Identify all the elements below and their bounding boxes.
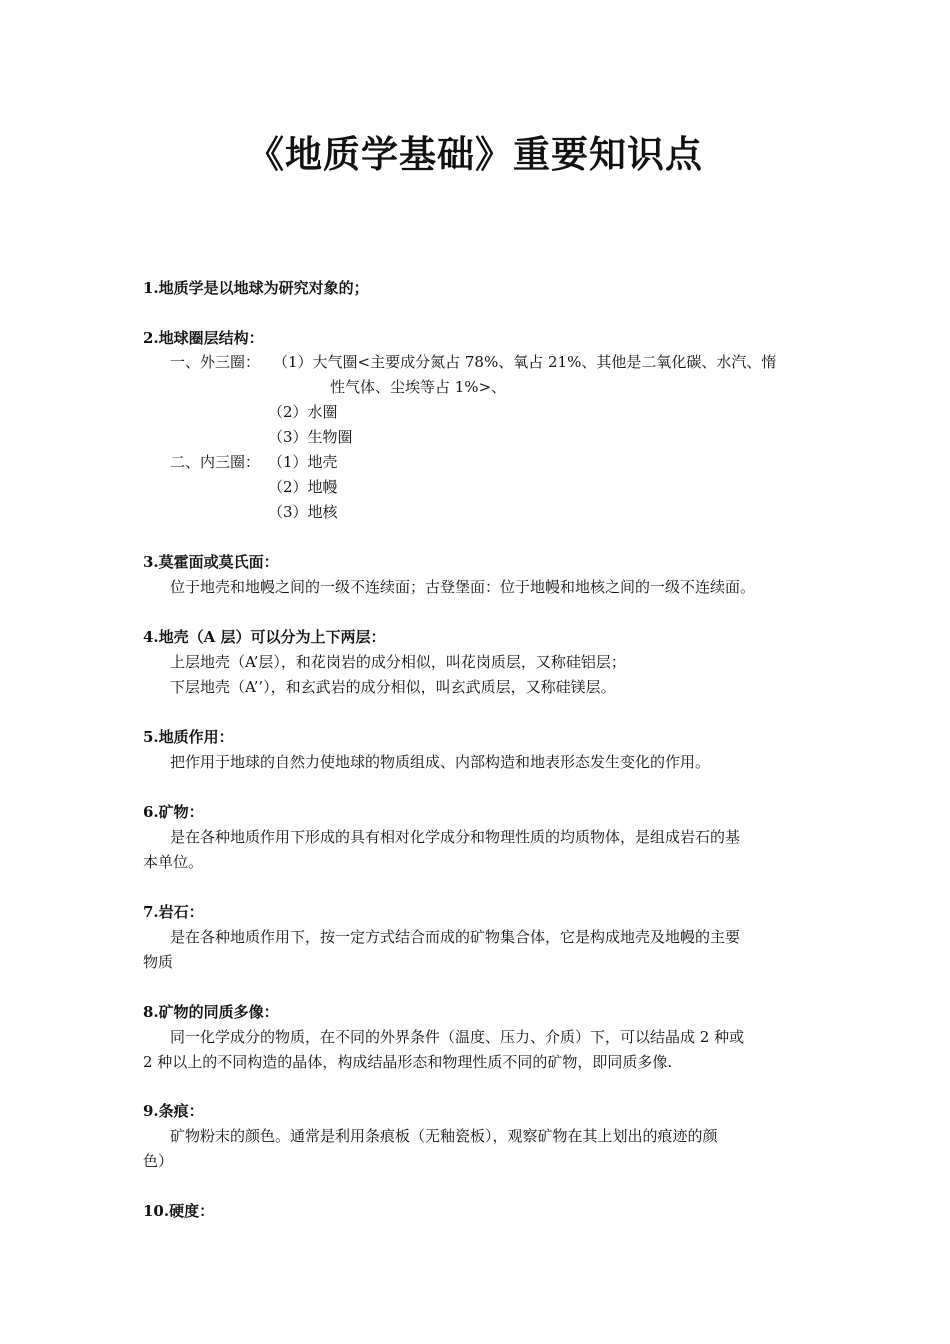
section-10-heading: 10.硬度： xyxy=(143,1202,215,1220)
section-7-line-1: 是在各种地质作用下，按一定方式结合而成的矿物集合体，它是构成地壳及地幔的主要 xyxy=(170,928,741,946)
section-9-line-1: 矿物粉末的颜色。通常是利用条痕板（无釉瓷板），观察矿物在其上划出的痕迹的颜 xyxy=(170,1127,718,1145)
section-4-line-2: 下层地壳（A’’），和玄武岩的成分相似，叫玄武质层，又称硅镁层。 xyxy=(170,678,616,696)
section-1-heading: 1.地质学是以地球为研究对象的； xyxy=(143,279,369,297)
section-8-heading: 8.矿物的同质多像： xyxy=(143,1003,279,1021)
core-item: （3）地核 xyxy=(268,503,338,521)
section-4-heading: 4.地壳（A 层）可以分为上下两层： xyxy=(143,628,386,646)
section-2-heading: 2.地球圈层结构： xyxy=(143,329,264,347)
section-8-line-2: 2 种以上的不同构造的晶体，构成结晶形态和物理性质不同的矿物，即同质多像. xyxy=(143,1053,673,1071)
section-7-line-2: 物质 xyxy=(143,953,174,971)
biosphere-item: （3）生物圈 xyxy=(268,428,353,446)
section-9-heading: 9.条痕： xyxy=(143,1102,204,1120)
hydrosphere-item: （2）水圈 xyxy=(268,403,338,421)
section-6-line-1: 是在各种地质作用下形成的具有相对化学成分和物理性质的均质物体，是组成岩石的基 xyxy=(170,828,741,846)
section-6-line-2: 本单位。 xyxy=(143,853,204,871)
section-3-heading: 3.莫霍面或莫氏面： xyxy=(143,553,279,571)
section-4-line-1: 上层地壳（A’层），和花岗岩的成分相似，叫花岗质层，又称硅铝层； xyxy=(170,653,626,671)
section-5-heading: 5.地质作用： xyxy=(143,728,234,746)
mantle-item: （2）地幔 xyxy=(268,478,338,496)
section-8-line-1: 同一化学成分的物质，在不同的外界条件（温度、压力、介质）下，可以结晶成 2 种或 xyxy=(170,1028,745,1046)
section-3-text: 位于地壳和地幔之间的一级不连续面；古登堡面：位于地幔和地核之间的一级不连续面。 xyxy=(170,578,756,596)
atmosphere-line-2: 性气体、尘埃等占 1%>、 xyxy=(330,378,507,396)
crust-item: （1）地壳 xyxy=(268,453,338,471)
section-5-text: 把作用于地球的自然力使地球的物质组成、内部构造和地表形态发生变化的作用。 xyxy=(170,753,711,771)
section-7-heading: 7.岩石： xyxy=(143,903,204,921)
section-6-heading: 6.矿物： xyxy=(143,803,204,821)
outer-spheres-label: 一、外三圈： xyxy=(170,353,261,371)
section-9-line-2: 色） xyxy=(143,1152,174,1170)
page-title: 《地质学基础》重要知识点 xyxy=(247,132,703,176)
atmosphere-line-1: （1）大气圈<主要成分氮占 78%、氧占 21%、其他是二氧化碳、水汽、惰 xyxy=(273,353,777,371)
inner-spheres-label: 二、内三圈： xyxy=(170,453,261,471)
